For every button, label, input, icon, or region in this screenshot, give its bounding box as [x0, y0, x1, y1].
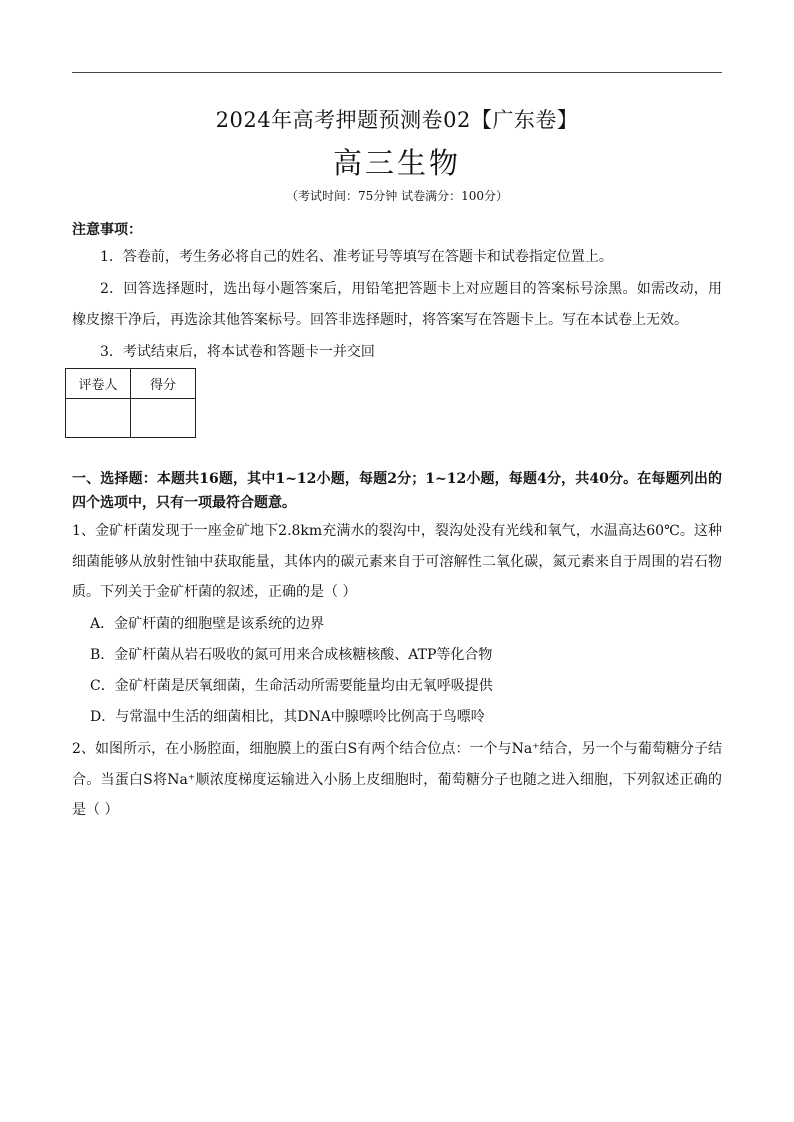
section-heading: 一、选择题：本题共16题，其中1~12小题，每题2分；1~12小题，每题4分，共40分。在每题列出的四个选项中，只有一项最符合题意。 — [72, 471, 722, 511]
score-header: 得分 — [131, 369, 196, 399]
notice-heading: 注意事项： — [72, 222, 142, 238]
score-cell — [131, 399, 196, 438]
question-1-option-a: A．金矿杆菌的细胞壁是该系统的边界 — [90, 616, 325, 632]
question-1-option-b: B．金矿杆菌从岩石吸收的氮可用来合成核糖核酸、ATP等化合物 — [90, 647, 493, 663]
notice-item-2: 2．回答选择题时，选出每小题答案后，用铅笔把答题卡上对应题目的答案标号涂黑。如需改动，用橡皮擦干净后，再选涂其他答案标号。回答非选择题时，将答案写在答题卡上。写在本试卷上无效。 — [72, 281, 722, 328]
grader-cell — [66, 399, 131, 438]
score-table — [65, 368, 196, 438]
subject-title: 高三生物 — [332, 146, 461, 180]
question-1-option-d: D．与常温中生活的细菌相比，其DNA中腺嘌呤比例高于鸟嘌呤 — [90, 709, 485, 725]
question-2-stem: 2、如图所示，在小肠腔面，细胞膜上的蛋白S有两个结合位点：一个与Na⁺结合，另一个与葡萄糖分子结合。当蛋白S将Na⁺顺浓度梯度运输进入小肠上皮细胞时，葡萄糖分子也随之进入细胞，下列叙述正确的是（ ） — [72, 741, 722, 818]
grader-header: 评卷人 — [66, 369, 131, 399]
question-1-stem: 1、金矿杆菌发现于一座金矿地下2.8km充满水的裂沟中，裂沟处没有光线和氧气，水温高达60℃。这种细菌能够从放射性铀中获取能量，其体内的碳元素来自于可溶解性二氧化碳，氮元素来自于周围的岩石物质。下列关于金矿杆菌的叙述，正确的是（ ） — [72, 523, 722, 600]
notice-item-3: 3．考试结束后，将本试卷和答题卡一并交回 — [100, 344, 375, 360]
score-table-header-row — [66, 369, 196, 399]
notice-item-1: 1．答卷前，考生务必将自己的姓名、准考证号等填写在答题卡和试卷指定位置上。 — [100, 249, 613, 265]
score-table-blank-row — [66, 399, 196, 438]
exam-info: （考试时间：75分钟 试卷满分：100分） — [286, 189, 508, 203]
header-rule — [72, 72, 722, 73]
question-1-option-c: C．金矿杆菌是厌氧细菌，生命活动所需要能量均由无氧呼吸提供 — [90, 678, 493, 694]
exam-title: 2024年高考押题预测卷02【广东卷】 — [215, 108, 579, 132]
